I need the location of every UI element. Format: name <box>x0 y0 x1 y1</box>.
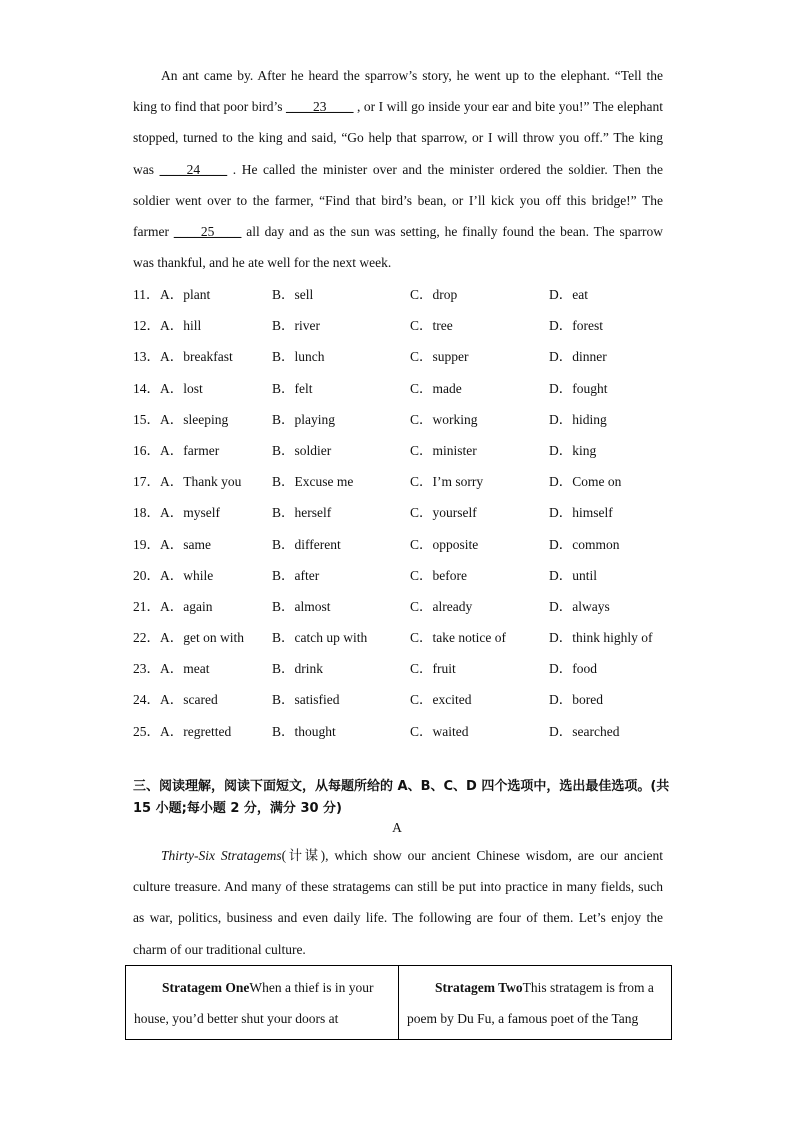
option-b: B．river <box>272 318 320 334</box>
option-b: B．catch up with <box>272 630 368 646</box>
option-b: B．satisfied <box>272 692 340 708</box>
option-a: A．plant <box>160 287 211 302</box>
blank-24: ____24____ <box>159 161 228 177</box>
question-number: 24． <box>133 692 160 708</box>
option-d: D．Come on <box>549 474 622 490</box>
option-c: C．made <box>410 380 462 396</box>
question-row <box>133 716 673 747</box>
option-c: C．drop <box>410 287 458 302</box>
passage-text: all day and as the sun was setting, he finally found the bean. The sparrow was thankful, and he ate well for the next week. <box>133 224 663 271</box>
option-a: A．again <box>160 598 213 614</box>
option-a: A．hill <box>160 318 202 334</box>
question-row <box>133 435 673 466</box>
passage-text: , or I will go inside your ear and bite you!” The elephant stopped, turned to the king and said, “Go help that sparrow, or I will throw you off.” The king was <box>133 99 663 177</box>
option-b: B．herself <box>272 505 332 521</box>
question-number: 23． <box>133 661 160 677</box>
question-number: 21． <box>133 598 160 614</box>
option-b: B．felt <box>272 380 313 396</box>
option-a: A．breakfast <box>160 349 233 365</box>
question-number: 11． <box>133 287 160 302</box>
option-b: B．drink <box>272 661 324 677</box>
option-a: A．myself <box>160 505 220 521</box>
question-number: 22． <box>133 630 160 646</box>
question-row <box>133 497 673 528</box>
option-b: B．after <box>272 567 320 583</box>
question-row <box>133 279 673 310</box>
option-d: D．common <box>549 536 620 552</box>
option-b: B．Excuse me <box>272 474 354 490</box>
stratagem-two-cell <box>398 966 671 1039</box>
question-number: 13． <box>133 349 160 365</box>
passage-a-paragraph <box>133 840 663 965</box>
question-row <box>133 653 673 684</box>
option-d: D．until <box>549 567 598 583</box>
question-number: 12． <box>133 318 160 334</box>
option-d: D．dinner <box>549 349 607 365</box>
question-number: 20． <box>133 567 160 583</box>
option-b: B．sell <box>272 287 314 302</box>
question-row <box>133 466 673 497</box>
stratagem-one-text: When a thief is in your house, you’d better shut your doors at <box>134 980 374 1027</box>
question-row <box>133 591 673 622</box>
passage-paragraph <box>133 60 663 278</box>
option-a: A．meat <box>160 661 210 677</box>
option-a: A．Thank you <box>160 474 242 490</box>
book-title-cn: (计谋) <box>281 848 326 863</box>
passage-text: . He called the minister over and the minister ordered the soldier. Then the soldier went over to the farmer, “Find that bird’s bean, or I’ll kick you off this bridge!” The farmer <box>133 161 664 240</box>
stratagem-one-cell <box>126 966 398 1039</box>
question-list <box>133 279 673 747</box>
question-number: 19． <box>133 536 160 552</box>
option-c: C．tree <box>410 318 453 334</box>
question-row <box>133 310 673 341</box>
option-c: C．yourself <box>410 505 477 521</box>
option-d: D．searched <box>549 723 620 739</box>
question-row <box>133 560 673 591</box>
option-d: D．himself <box>549 505 613 521</box>
question-number: 17． <box>133 474 160 490</box>
option-d: D．bored <box>549 692 603 708</box>
stratagem-one-title: Stratagem One <box>162 980 250 995</box>
option-c: C．I’m sorry <box>410 474 484 490</box>
option-d: D．food <box>549 661 597 677</box>
option-c: C．take notice of <box>410 630 506 646</box>
question-number: 14． <box>133 380 160 396</box>
option-a: A．same <box>160 536 211 552</box>
question-row <box>133 529 673 560</box>
option-c: C．already <box>410 598 473 614</box>
question-row <box>133 373 673 404</box>
passage-a-text: , which show our ancient Chinese wisdom, are our ancient culture treasure. And many of these stratagems can still be put into practice in many fields, such as war, politics, business and even daily life. The following are four of them. Let’s enjoy the charm of our traditional culture. <box>133 848 663 957</box>
option-a: A．farmer <box>160 442 220 458</box>
section-heading: 三、阅读理解，阅读下面短文，从每题所给的 A、B、C、D 四个选项中，选出最佳选项。(共 15 小题;每小题 2 分，满分 30 分) <box>133 779 670 816</box>
option-a: A．regretted <box>160 723 232 739</box>
passage-label: A <box>392 820 402 835</box>
option-d: D．always <box>549 598 610 614</box>
option-c: C．supper <box>410 349 469 365</box>
option-a: A．get on with <box>160 630 244 646</box>
stratagem-table <box>125 965 672 1040</box>
passage-text: An ant came by. After he heard the sparrow’s story, he went up to the elephant. “Tell the king to find that poor bird’s <box>133 68 663 115</box>
option-c: C．before <box>410 567 467 583</box>
blank-25: ____25____ <box>173 224 242 240</box>
option-a: A．lost <box>160 380 203 396</box>
option-b: B．playing <box>272 411 335 427</box>
option-a: A．sleeping <box>160 411 229 427</box>
option-a: A．scared <box>160 692 218 708</box>
option-b: B．soldier <box>272 442 332 458</box>
option-c: C．waited <box>410 723 469 739</box>
stratagem-two-text: This stratagem is from a poem by Du Fu, a famous poet of the Tang <box>407 980 654 1027</box>
option-d: D．fought <box>549 380 608 396</box>
option-b: B．lunch <box>272 349 325 365</box>
book-title: Thirty-Six Stratagems <box>161 848 282 863</box>
question-number: 25． <box>133 723 160 739</box>
option-b: B．almost <box>272 598 331 614</box>
option-c: C．working <box>410 411 478 427</box>
option-c: C．fruit <box>410 661 456 677</box>
question-number: 18． <box>133 505 160 521</box>
option-c: C．minister <box>410 442 477 458</box>
question-row <box>133 341 673 372</box>
question-number: 15． <box>133 411 160 427</box>
option-d: D．king <box>549 442 597 458</box>
option-d: D．forest <box>549 318 603 334</box>
option-d: D．hiding <box>549 411 607 427</box>
stratagem-two-title: Stratagem Two <box>435 980 523 995</box>
option-d: D．think highly of <box>549 630 653 646</box>
option-a: A．while <box>160 567 214 583</box>
option-d: D．eat <box>549 287 588 302</box>
question-row <box>133 622 673 653</box>
option-b: B．thought <box>272 723 336 739</box>
question-row <box>133 684 673 715</box>
question-row <box>133 404 673 435</box>
option-c: C．opposite <box>410 536 479 552</box>
option-c: C．excited <box>410 692 472 708</box>
blank-23: ____23____ <box>285 99 354 115</box>
question-number: 16． <box>133 442 160 458</box>
option-b: B．different <box>272 536 341 552</box>
